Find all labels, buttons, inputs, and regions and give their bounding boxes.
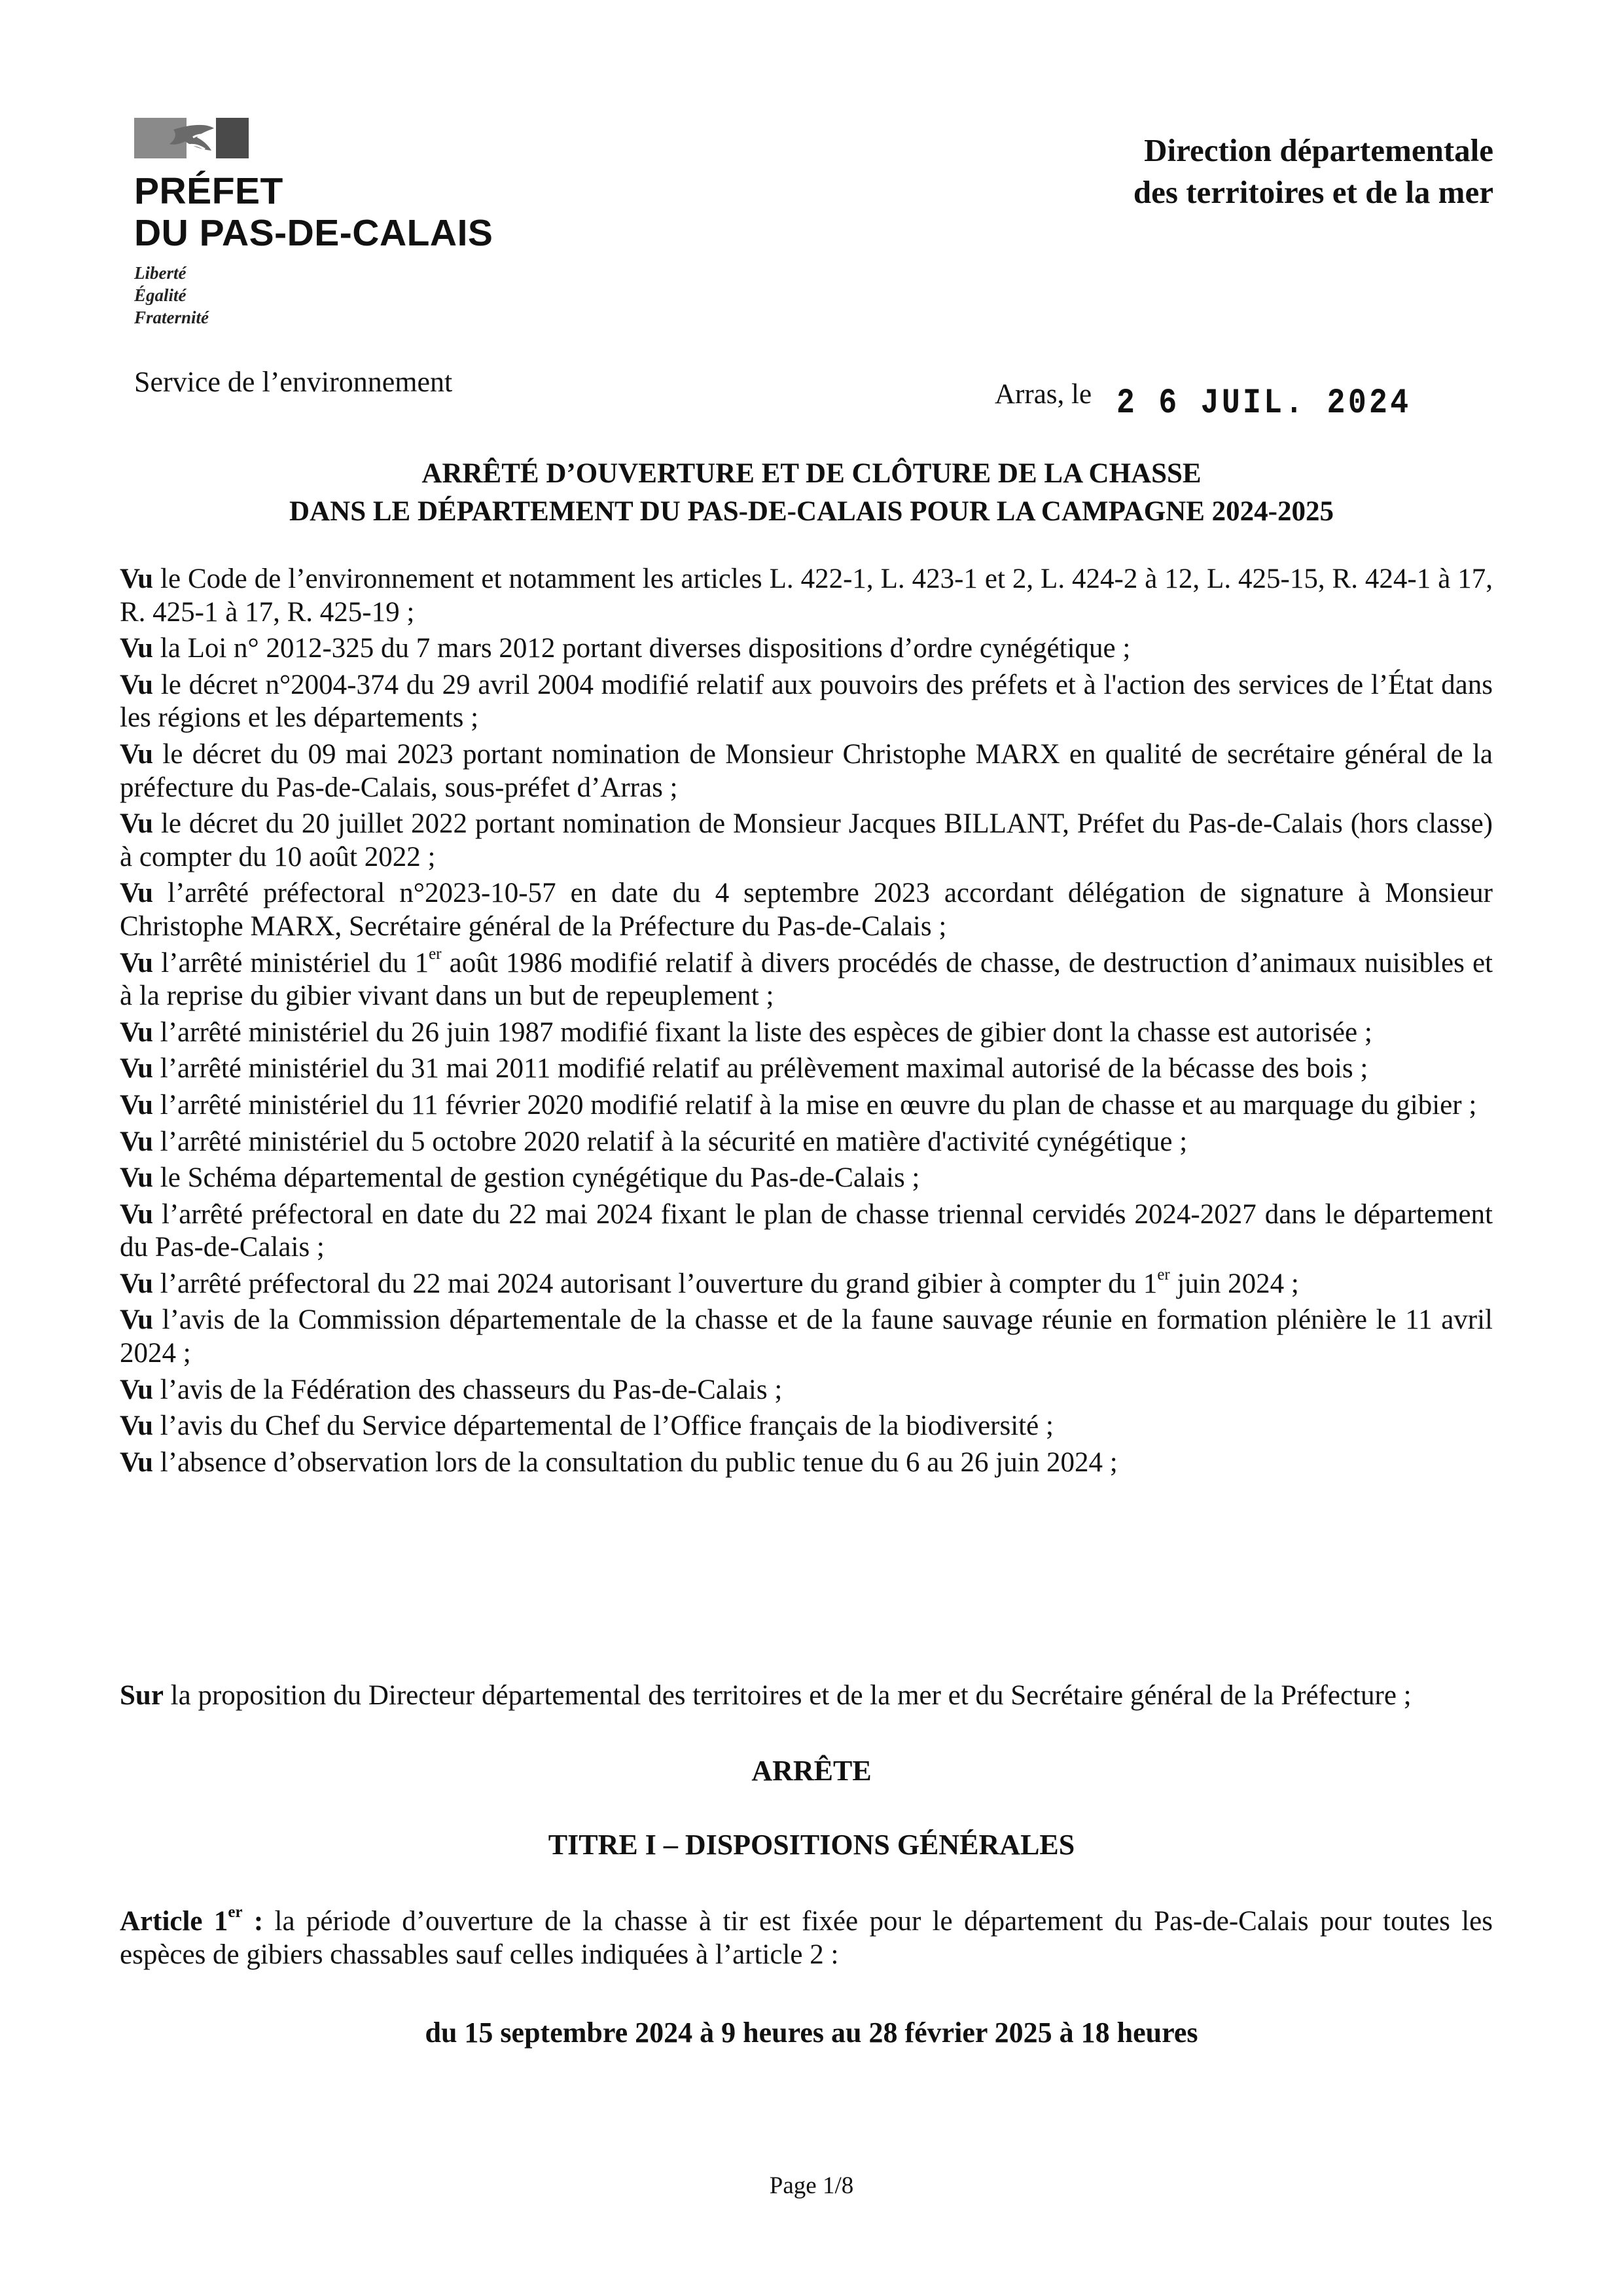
vu-label: Vu (120, 1089, 154, 1121)
article1-text: la période d’ouverture de la chasse à tir est fixée pour le département du Pas-de-Calais pour toutes les espèces de gibiers chassables sauf celles indiquées à l’article 2 : (120, 1906, 1493, 1970)
consideration-item (120, 738, 1493, 804)
vu-label: Vu (120, 1053, 154, 1085)
vu-label: Vu (120, 878, 154, 909)
consideration-item (120, 1304, 1493, 1370)
article1-label: Article 1er : (120, 1903, 264, 1937)
consideration-item (120, 1162, 1493, 1195)
vu-label: Vu (120, 1304, 154, 1336)
titre1-heading: TITRE I – DISPOSITIONS GÉNÉRALES (548, 1829, 1075, 1861)
consideration-text: l’arrêté ministériel du 5 octobre 2020 relatif à la sécurité en matière d'activité cynégétique ; (160, 1126, 1188, 1157)
title-line1: ARRÊTÉ D’OUVERTURE ET DE CLÔTURE DE LA CHASSE (421, 458, 1202, 489)
consideration-text: l’arrêté ministériel du 26 juin 1987 modifié fixant la liste des espèces de gibier dont la chasse est autorisée ; (160, 1016, 1372, 1048)
consideration-item (120, 944, 1493, 1013)
consideration-text: l’arrêté préfectoral n°2023-10-57 en date du 4 septembre 2023 accordant délégation de signature à Monsieur Christophe MARX, Secrétaire général de la Préfecture du Pas-de-Calais ; (120, 878, 1493, 942)
consideration-item (120, 1265, 1493, 1301)
consideration-item (120, 1089, 1493, 1122)
consideration-text: la Loi n° 2012-325 du 7 mars 2012 portant diverses dispositions d’ordre cynégétique ; (160, 633, 1131, 664)
consideration-text: le décret du 09 mai 2023 portant nomination de Monsieur Christophe MARX en qualité de secrétaire général de la préfecture du Pas-de-Calais, sous-préfet d’Arras ; (120, 738, 1493, 803)
vu-label: Vu (120, 738, 154, 770)
vu-label: Vu (120, 1016, 154, 1048)
vu-label: Vu (120, 808, 154, 840)
consideration-item (120, 1126, 1493, 1159)
consideration-text: l’avis de la Commission départementale de la chasse et de la faune sauvage réunie en formation plénière le 11 avril 2024 ; (120, 1304, 1493, 1369)
article1-paragraph (120, 1905, 1493, 1971)
consideration-item (120, 877, 1493, 943)
proposal-paragraph (120, 1679, 1493, 1712)
consideration-text: l’arrêté ministériel du 1er août 1986 modifié relatif à divers procédés de chasse, de destruction d’animaux nuisibles et à la reprise du gibier vivant dans un but de repeuplement ; (120, 944, 1493, 1012)
page-number: Page 1/8 (769, 2172, 854, 2199)
vu-label: Vu (120, 1410, 154, 1442)
vu-label: Vu (120, 1162, 154, 1194)
consideration-text: l’arrêté préfectoral du 22 mai 2024 autorisant l’ouverture du grand gibier à compter du 1er juin 2024 ; (160, 1265, 1299, 1299)
consideration-item (120, 1410, 1493, 1443)
prefet-title-line1: PRÉFET (134, 170, 283, 212)
consideration-text: l’avis du Chef du Service départemental de l’Office français de la biodiversité ; (160, 1410, 1054, 1442)
hunting-period: du 15 septembre 2024 à 9 heures au 28 février 2025 à 18 heures (425, 2017, 1198, 2049)
date-stamp: 2 6 JUIL. 2024 (1116, 384, 1412, 423)
consideration-text: l’absence d’observation lors de la consultation du public tenue du 6 au 26 juin 2024 ; (160, 1446, 1118, 1478)
vu-label: Vu (120, 633, 154, 664)
vu-label: Vu (120, 669, 154, 700)
date-label: Arras, le (995, 379, 1092, 410)
vu-label: Vu (120, 947, 154, 978)
vu-label: Vu (120, 1374, 154, 1405)
consideration-item (120, 1446, 1493, 1480)
marianne-logo-icon (134, 118, 249, 158)
vu-label: Vu (120, 1446, 154, 1478)
consideration-text: l’arrêté ministériel du 11 février 2020 modifié relatif à la mise en œuvre du plan de chasse et au marquage du gibier ; (160, 1089, 1477, 1121)
considerations-list (120, 563, 1493, 1482)
proposal-lead: Sur (120, 1680, 164, 1711)
direction-line2: des territoires et de la mer (1133, 174, 1493, 210)
consideration-item (120, 669, 1493, 735)
consideration-text: l’avis de la Fédération des chasseurs du Pas-de-Calais ; (160, 1374, 783, 1405)
consideration-text: le Code de l’environnement et notamment les articles L. 422-1, L. 423-1 et 2, L. 424-2 à 12, L. 425-15, R. 424-1 à 17, R. 425-1 à 17, R. 425-19 ; (120, 564, 1493, 628)
proposal-text: la proposition du Directeur départemental des territoires et de la mer et du Secrétaire général de la Préfecture ; (170, 1680, 1412, 1711)
consideration-item (120, 1198, 1493, 1265)
date-line (995, 374, 1459, 423)
vu-label: Vu (120, 564, 154, 594)
consideration-item (120, 563, 1493, 629)
service-name: Service de l’environnement (134, 366, 453, 398)
vu-label: Vu (120, 1126, 154, 1157)
consideration-item (120, 1016, 1493, 1050)
consideration-item (120, 1052, 1493, 1086)
consideration-item (120, 808, 1493, 874)
vu-label: Vu (120, 1198, 154, 1230)
direction-line1: Direction départementale (1144, 132, 1493, 168)
title-line2: DANS LE DÉPARTEMENT DU PAS-DE-CALAIS POUR LA CAMPAGNE 2024-2025 (289, 496, 1334, 527)
motto-fraternite: Fraternité (134, 308, 209, 327)
document-title (118, 455, 1505, 531)
consideration-text: le décret du 20 juillet 2022 portant nomination de Monsieur Jacques BILLANT, Préfet du Pas-de-Calais (hors classe) à compter du 10 août 2022 ; (120, 808, 1493, 872)
consideration-text: le Schéma départemental de gestion cynégétique du Pas-de-Calais ; (160, 1162, 920, 1194)
consideration-item (120, 1374, 1493, 1407)
consideration-text: le décret n°2004-374 du 29 avril 2004 modifié relatif aux pouvoirs des préfets et à l'action des services de l’État dans les régions et les départements ; (120, 669, 1493, 734)
consideration-item (120, 632, 1493, 666)
prefet-title-line2: DU PAS-DE-CALAIS (134, 212, 493, 254)
arrete-heading: ARRÊTE (751, 1755, 872, 1787)
prefet-logo-block (134, 118, 592, 329)
consideration-text: l’arrêté ministériel du 31 mai 2011 modifié relatif au prélèvement maximal autorisé de la bécasse des bois ; (160, 1053, 1368, 1085)
motto-egalite: Égalité (134, 285, 187, 305)
motto-liberte: Liberté (134, 263, 187, 283)
consideration-text: l’arrêté préfectoral en date du 22 mai 2024 fixant le plan de chasse triennal cervidés 2024-2027 dans le département du Pas-de-Calais ; (120, 1198, 1493, 1263)
vu-label: Vu (120, 1268, 154, 1299)
direction-heading (839, 130, 1493, 213)
